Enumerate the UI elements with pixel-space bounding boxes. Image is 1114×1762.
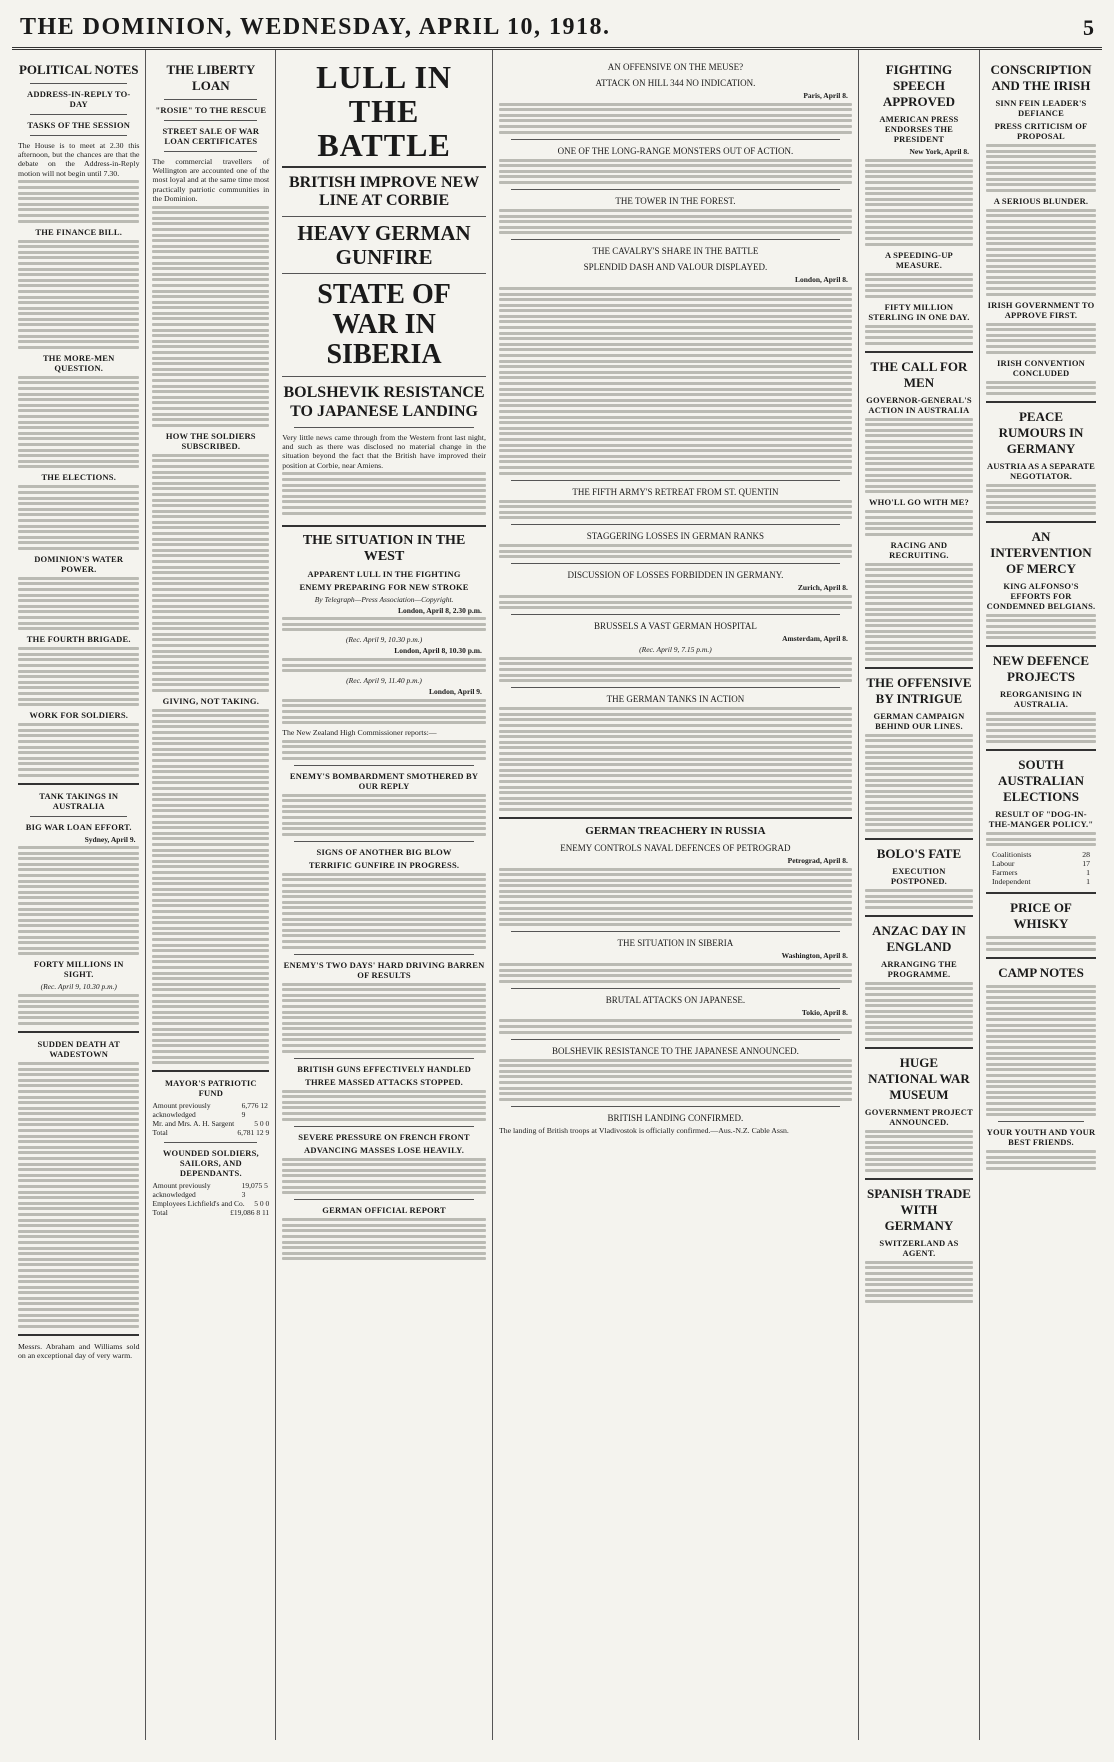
liberty-loan-heading: THE LIBERTY LOAN xyxy=(166,62,256,93)
government-project-subhead: GOVERNMENT PROJECT ANNOUNCED. xyxy=(864,1106,973,1127)
election-results-table xyxy=(992,850,1090,886)
column-lull-in-battle xyxy=(276,50,493,1740)
result-row xyxy=(992,850,1090,859)
enemy-controls-subhead: ENEMY CONTROLS NAVAL DEFENCES OF PETROGRAD xyxy=(560,842,791,853)
brutal-attacks-heading: BRUTAL ATTACKS ON JAPANESE. xyxy=(605,994,746,1005)
staggering-losses-heading: STAGGERING LOSSES IN GERMAN RANKS xyxy=(586,531,765,542)
situation-siberia-heading: THE SITUATION IN SIBERIA xyxy=(617,938,734,949)
conscription-heading: CONSCRIPTION AND THE IRISH xyxy=(990,62,1092,93)
ny-dateline: New York, April 8. xyxy=(909,147,969,156)
spanish-trade-heading: SPANISH TRADE WITH GERMANY xyxy=(867,1185,971,1233)
fifty-million-subhead: FIFTY MILLION STERLING IN ONE DAY. xyxy=(868,301,970,322)
war-museum-heading: HUGE NATIONAL WAR MUSEUM xyxy=(868,1054,970,1102)
result-row xyxy=(992,868,1090,877)
rec-line: (Rec. April 9, 10.30 p.m.) xyxy=(345,635,423,645)
attack-hill-subhead: ATTACK ON HILL 344 NO INDICATION. xyxy=(595,78,756,88)
switzerland-agent-subhead: SWITZERLAND AS AGENT. xyxy=(879,1237,959,1258)
british-improve-headline: BRITISH IMPROVE NEW LINE AT CORBIE xyxy=(288,174,480,209)
party-name: Labour xyxy=(992,859,1015,869)
columns xyxy=(12,50,1102,1740)
fifth-army-heading: THE FIFTH ARMY'S RETREAT FROM ST. QUENTIN xyxy=(572,486,779,497)
heavy-gunfire-headline: HEAVY GERMAN GUNFIRE xyxy=(282,216,486,274)
signs-subhead: SIGNS OF ANOTHER BIG BLOW xyxy=(316,846,452,857)
german-official-subhead: GERMAN OFFICIAL REPORT xyxy=(322,1205,446,1216)
fourth-brigade-subhead: THE FOURTH BRIGADE. xyxy=(26,634,131,645)
result-row xyxy=(992,877,1090,886)
zurich-dateline: Zurich, April 8. xyxy=(797,583,848,593)
party-name: Coalitionists xyxy=(992,850,1032,860)
water-power-subhead: DOMINION'S WATER POWER. xyxy=(34,553,124,574)
column-fighting-speech xyxy=(859,50,980,1740)
column-war-news xyxy=(493,50,859,1740)
more-men-subhead: THE MORE-MEN QUESTION. xyxy=(42,352,115,373)
wounded-soldiers-heading: WOUNDED SOLDIERS, SAILORS, AND DEPENDANTS. xyxy=(162,1148,259,1179)
press-byline: By Telegraph—Press Association—Copyright. xyxy=(314,594,454,604)
tasks-subhead: TASKS OF THE SESSION xyxy=(27,120,131,130)
sinn-fein-subhead: SINN FEIN LEADER'S DEFIANCE xyxy=(995,98,1087,118)
wounded-fund-table xyxy=(152,1181,269,1217)
fund-row xyxy=(152,1101,269,1119)
state-of-war-headline: STATE OF WAR IN SIBERIA xyxy=(317,279,451,370)
fund-value: 19,075 5 3 xyxy=(241,1181,268,1200)
bolshevik-resistance-heading: BOLSHEVIK RESISTANCE TO THE JAPANESE ANNOUNCED. xyxy=(551,1045,799,1056)
king-alfonso-subhead: KING ALFONSO'S EFFORTS FOR CONDEMNED BELGIANS. xyxy=(986,580,1096,611)
fund-value: £19,086 8 11 xyxy=(230,1208,270,1218)
three-attacks-subhead: THREE MASSED ATTACKS STOPPED. xyxy=(305,1076,464,1087)
mayors-fund-table xyxy=(152,1101,269,1137)
masthead xyxy=(12,10,1102,50)
british-landing-heading: BRITISH LANDING CONFIRMED. xyxy=(607,1112,744,1123)
forty-rec: (Rec. April 9, 10.30 p.m.) xyxy=(40,982,117,992)
offensive-intrigue-heading: THE OFFENSIVE BY INTRIGUE xyxy=(866,674,972,706)
camp-notes-heading: CAMP NOTES xyxy=(998,964,1084,980)
sa-elections-heading: SOUTH AUSTRALIAN ELECTIONS xyxy=(998,757,1084,805)
tank-takings-heading: TANK TAKINGS IN AUSTRALIA xyxy=(39,790,119,811)
fund-row xyxy=(152,1128,269,1137)
severe-pressure-subhead: SEVERE PRESSURE ON FRENCH FRONT xyxy=(298,1131,470,1142)
political-notes-heading: POLITICAL NOTES xyxy=(18,62,139,77)
party-seats: 1 xyxy=(1086,868,1090,878)
petrograd-dateline: Petrograd, April 8. xyxy=(787,855,848,865)
advertisement-text: Messrs. Abraham and Williams sold on an exceptional day of very warm. xyxy=(18,1341,140,1361)
liberty-intro-text: The commercial travellers of Wellington are accounted one of the most loyal and at the same time most practically patriotic communities in the Dominion. xyxy=(152,157,270,203)
serious-blunder-subhead: A SERIOUS BLUNDER. xyxy=(993,195,1089,206)
terrific-gunfire-subhead: TERRIFIC GUNFIRE IN PROGRESS. xyxy=(308,859,460,870)
peace-rumours-heading: PEACE RUMOURS IN GERMANY xyxy=(998,408,1084,456)
finance-bill-subhead: THE FINANCE BILL. xyxy=(35,226,123,237)
bolos-fate-heading: BOLO'S FATE xyxy=(876,845,962,861)
masthead-title: THE DOMINION, WEDNESDAY, APRIL 10, 1918. xyxy=(20,14,611,40)
intervention-mercy-heading: AN INTERVENTION OF MERCY xyxy=(990,528,1092,576)
apparent-lull-subhead: APPARENT LULL IN THE FIGHTING xyxy=(307,568,461,579)
nz-high-commissioner: The New Zealand High Commissioner reports:— xyxy=(282,728,437,738)
anzac-day-heading: ANZAC DAY IN ENGLAND xyxy=(872,922,966,954)
london-dateline: London, April 8. xyxy=(794,275,848,285)
governor-general-subhead: GOVERNOR-GENERAL'S ACTION IN AUSTRALIA xyxy=(866,394,972,415)
mayors-fund-heading: MAYOR'S PATRIOTIC FUND xyxy=(164,1078,257,1099)
discussion-forbidden-heading: DISCUSSION OF LOSSES FORBIDDEN IN GERMANY. xyxy=(567,570,784,581)
fund-row xyxy=(152,1199,269,1208)
party-seats: 17 xyxy=(1082,859,1090,869)
fund-row xyxy=(152,1181,269,1199)
speeding-up-subhead: A SPEEDING-UP MEASURE. xyxy=(884,249,953,270)
fund-label: Amount previously acknowledged xyxy=(152,1181,211,1200)
situation-west-heading: THE SITUATION IN THE WEST xyxy=(282,525,486,565)
result-row xyxy=(992,859,1090,868)
execution-postponed-subhead: EXECUTION POSTPONED. xyxy=(890,865,947,886)
tokio-dateline: Tokio, April 8. xyxy=(801,1007,848,1017)
party-name: Farmers xyxy=(992,868,1018,878)
rec-line: (Rec. April 9, 11.40 p.m.) xyxy=(346,676,422,686)
youth-friends-subhead: YOUR YOUTH AND YOUR BEST FRIENDS. xyxy=(986,1127,1096,1148)
work-for-soldiers-subhead: WORK FOR SOLDIERS. xyxy=(29,710,129,721)
bombardment-subhead: ENEMY'S BOMBARDMENT SMOTHERED BY OUR REPLY xyxy=(289,770,479,791)
rec-line: (Rec. April 9, 7.15 p.m.) xyxy=(639,645,712,655)
enemy-preparing-subhead: ENEMY PREPARING FOR NEW STROKE xyxy=(299,581,469,592)
rosie-subhead: "ROSIE" TO THE RESCUE xyxy=(155,105,267,115)
party-name: Independent xyxy=(992,877,1031,887)
fund-row xyxy=(152,1119,269,1128)
newspaper-page xyxy=(12,10,1102,1740)
hard-driving-subhead: ENEMY'S TWO DAYS' HARD DRIVING BARREN OF RESULTS xyxy=(283,959,485,980)
giving-not-taking-subhead: GIVING, NOT TAKING. xyxy=(162,695,260,706)
amsterdam-dateline: Amsterdam, April 8. xyxy=(782,634,848,644)
german-tanks-heading: THE GERMAN TANKS IN ACTION xyxy=(606,694,745,705)
paris-dateline: Paris, April 8. xyxy=(803,91,848,100)
racing-recruiting-subhead: RACING AND RECRUITING. xyxy=(889,539,949,560)
political-intro-text: The House is to meet at 2.30 this afternoon, but the chances are that the debate on the Address-in-Reply motion will not begin until 7.30. xyxy=(18,141,140,178)
forty-millions-subhead: FORTY MILLIONS IN SIGHT. xyxy=(33,959,124,980)
wholl-go-subhead: WHO'LL GO WITH ME? xyxy=(868,497,969,508)
british-landing-text: The landing of British troops at Vladivostok is officially confirmed.—Aus.-N.Z. Cable Assn. xyxy=(498,1125,789,1135)
american-press-subhead: AMERICAN PRESS ENDORSES THE PRESIDENT xyxy=(879,114,959,144)
fund-row xyxy=(152,1208,269,1217)
reorganising-subhead: REORGANISING IN AUSTRALIA. xyxy=(999,689,1083,710)
irish-convention-subhead: IRISH CONVENTION CONCLUDED xyxy=(997,357,1085,378)
london-dateline: London, April 9. xyxy=(429,687,482,697)
long-range-heading: ONE OF THE LONG-RANGE MONSTERS OUT OF ACTION. xyxy=(557,145,794,156)
lull-headline: LULL IN THE BATTLE xyxy=(282,60,486,168)
irish-government-subhead: IRISH GOVERNMENT TO APPROVE FIRST. xyxy=(987,299,1095,320)
german-campaign-subhead: GERMAN CAMPAIGN BEHIND OUR LINES. xyxy=(873,710,965,731)
price-whisky-heading: PRICE OF WHISKY xyxy=(1010,900,1072,932)
dog-manger-subhead: RESULT OF "DOG-IN-THE-MANGER POLICY." xyxy=(988,809,1094,830)
press-criticism-subhead: PRESS CRITICISM OF PROPOSAL xyxy=(994,121,1088,141)
how-soldiers-subscribed-subhead: HOW THE SOLDIERS SUBSCRIBED. xyxy=(165,430,256,451)
cavalry-share-heading: THE CAVALRY'S SHARE IN THE BATTLE xyxy=(592,246,759,257)
call-for-men-heading: THE CALL FOR MEN xyxy=(870,358,968,390)
bolshevik-resistance-headline: BOLSHEVIK RESISTANCE TO JAPANESE LANDING xyxy=(282,376,486,421)
column-liberty-loan xyxy=(146,50,276,1740)
fund-value: 6,776 12 9 xyxy=(241,1101,268,1120)
page-number: 5 xyxy=(1083,15,1094,40)
london-dateline: London, April 8, 2.30 p.m. xyxy=(397,605,482,615)
lull-intro-text: Very little news came through from the Western front last night, and such as there was disclosed no material change in the situation beyond the fact that the British have improved their position at Corbie, near Amiens. xyxy=(282,433,486,470)
arranging-programme-subhead: ARRANGING THE PROGRAMME. xyxy=(881,958,957,979)
fund-label: Mr. and Mrs. A. H. Sargent xyxy=(152,1119,235,1129)
german-treachery-heading: GERMAN TREACHERY IN RUSSIA xyxy=(585,824,766,837)
fund-label: Amount previously acknowledged xyxy=(152,1101,211,1120)
defence-projects-heading: NEW DEFENCE PROJECTS xyxy=(992,653,1090,685)
fighting-speech-heading: FIGHTING SPEECH APPROVED xyxy=(882,62,956,109)
austria-subhead: AUSTRIA AS A SEPARATE NEGOTIATOR. xyxy=(986,460,1096,481)
party-seats: 28 xyxy=(1082,850,1090,860)
big-war-loan-subhead: BIG WAR LOAN EFFORT. xyxy=(25,821,132,832)
london-dateline: London, April 8, 10.30 p.m. xyxy=(394,646,482,656)
british-guns-subhead: BRITISH GUNS EFFECTIVELY HANDLED xyxy=(297,1063,471,1074)
sudden-death-heading: SUDDEN DEATH AT WADESTOWN xyxy=(37,1038,120,1059)
fund-value: 6,781 12 9 xyxy=(237,1128,270,1138)
offensive-meuse-heading: AN OFFENSIVE ON THE MEUSE? xyxy=(607,62,744,72)
splendid-dash-subhead: SPLENDID DASH AND VALOUR DISPLAYED. xyxy=(583,262,768,273)
tower-forest-heading: THE TOWER IN THE FOREST. xyxy=(615,195,736,206)
fund-label: Total xyxy=(152,1128,168,1138)
advancing-masses-subhead: ADVANCING MASSES LOSE HEAVILY. xyxy=(304,1144,465,1155)
fund-label: Employees Lichfield's and Co. xyxy=(152,1199,245,1209)
sydney-dateline: Sydney, April 9. xyxy=(84,834,136,844)
column-conscription xyxy=(980,50,1102,1740)
washington-dateline: Washington, April 8. xyxy=(781,951,848,961)
street-sale-subhead: STREET SALE OF WAR LOAN CERTIFICATES xyxy=(162,126,260,146)
column-political-notes xyxy=(12,50,146,1740)
party-seats: 1 xyxy=(1086,877,1090,887)
brussels-heading: BRUSSELS A VAST GERMAN HOSPITAL xyxy=(594,621,757,632)
fund-label: Total xyxy=(152,1208,168,1218)
elections-subhead: THE ELECTIONS. xyxy=(41,472,117,483)
fund-value: 5 0 0 xyxy=(254,1199,270,1209)
address-in-reply-subhead: ADDRESS-IN-REPLY TO-DAY xyxy=(27,89,131,109)
fund-value: 5 0 0 xyxy=(254,1119,270,1129)
